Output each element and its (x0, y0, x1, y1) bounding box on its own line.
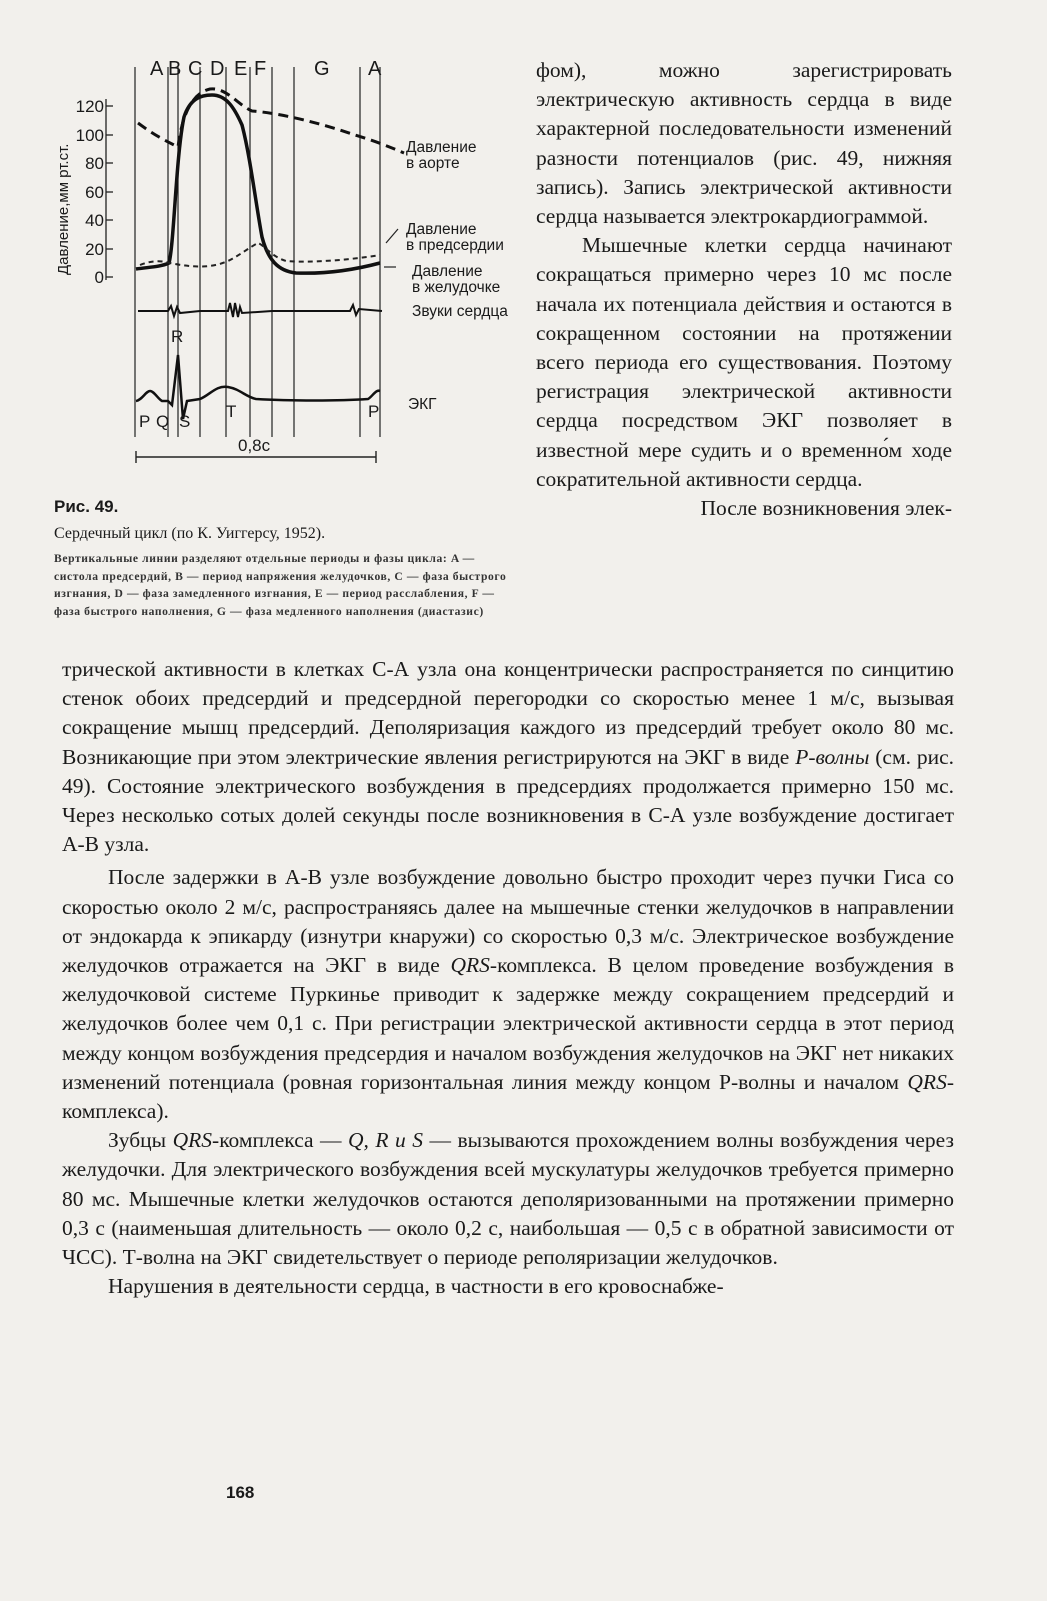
paragraph (62, 655, 954, 859)
y-tick-label: 60 (85, 183, 104, 202)
emphasis: Р-волны (795, 744, 870, 769)
emphasis: QRS (172, 1128, 213, 1153)
ecg-label: ЭКГ (408, 396, 437, 413)
text-span: трической активности в клетках С-А узла она концентрически распространяется по синцитию стенок обоих предсердий и предсердной перегородки со скоростью менее 1 м/с, вызывая сокращение мышц предсердий. Деполяризация каждого из предсердий требует около 80 мс. Возникающие при этом электрические явления регистрируются на ЭКГ в виде (62, 657, 954, 769)
cardiac-cycle-diagram (50, 55, 530, 485)
paragraph: Нарушения в деятельности сердца, в частности в его кровоснабже- (108, 1274, 724, 1299)
y-tick-label: 0 (94, 268, 104, 287)
y-tick-label: 80 (85, 154, 104, 173)
phase-letter: C (188, 58, 203, 80)
paragraph: фом), можно зарегистрировать электрическую активность сердца в виде характерной последовательности изменений разности потенциалов (рис. 49, нижняя запись). Запись электрической активности сердца называется электрокардиограммой. (536, 58, 952, 229)
ecg-trace (136, 355, 380, 419)
figure-title: Сердечный цикл (по К. Уиггерсу, 1952). (54, 525, 326, 542)
emphasis: QRS (907, 1069, 947, 1094)
page-number: 168 (226, 1483, 255, 1502)
phase-letter: B (168, 58, 182, 80)
atrium-label: Давление (406, 221, 477, 238)
ecg-wave-label: S (179, 412, 191, 431)
text-span: (см. рис. 49). Состояние электрического возбуждения в предсердиях продолжается примерно 150 мс. Через несколько сотых долей секунды после возникновения в С-А узле возбуждение достигает А-В узла. (62, 744, 954, 857)
paragraph: После возникновения элек- (700, 496, 952, 521)
right-column-text (536, 56, 952, 523)
ventricle-pressure-curve (136, 95, 380, 273)
ecg-wave-label: R (171, 327, 184, 346)
figure-caption (54, 497, 516, 620)
figure-number: Рис. 49. (54, 497, 119, 516)
ecg-wave-label: P (368, 402, 380, 421)
y-axis-label: Давление,мм рт.ст. (55, 143, 72, 275)
text-span: Зубцы (108, 1128, 173, 1153)
phase-letter: A (150, 58, 164, 80)
y-tick-label: 100 (75, 126, 104, 145)
ecg-wave-label: T (226, 402, 237, 421)
text-span: -комплекса. В целом проведение возбуждения в желудочковой системе Пуркинье приводит к задержке между сокращением предсердий и желудочков более чем 0,1 с. При регистрации электрической активности сердца в этот период между концом возбуждения предсердия и началом возбуждения желудочков на ЭКГ нет никаких изменений потенциала (ровная горизонтальная линия между концом Р-волны и началом (62, 953, 954, 1094)
paragraph (62, 1126, 954, 1272)
heart-sounds-label: Звуки сердца (412, 303, 508, 320)
emphasis: Q, R и S (348, 1128, 424, 1153)
ecg-wave-label: P (139, 412, 151, 431)
phase-letter: F (254, 58, 267, 80)
ecg-wave-label: Q (156, 412, 170, 431)
phase-letter: D (210, 58, 225, 80)
heart-sounds-trace (138, 303, 382, 317)
ventricle-label: в желудочке (412, 279, 501, 296)
paragraph: Мышечные клетки сердца начинают сокращаться примерно через 10 мс после начала их потенциала действия и остаются в сокращенном состоянии на протяжении всего периода его существования. Поэтому регистрация электрической активности сердца посредством ЭКГ позволяет в известной мере судить и о временно́м ходе сократительной активности сердца. (536, 233, 952, 491)
duration-label: 0,8с (238, 436, 271, 455)
text-span: -комплекса — (212, 1128, 349, 1153)
ventricle-label: Давление (412, 263, 483, 280)
y-tick-label: 20 (85, 240, 104, 259)
phase-letter: G (314, 58, 330, 80)
aorta-label: в аорте (406, 155, 460, 172)
aorta-label: Давление (406, 139, 477, 156)
emphasis: QRS (450, 953, 490, 978)
text-span: — вызываются прохождением волны возбуждения через желудочки. Для электрического возбуждения всей мускулатуры желудочков требуется примерно 80 мс. Мышечные клетки желудочков остаются деполяризованными на протяжении примерно 0,3 с (наименьшая длительность — около 0,2 с, наибольшая — 0,5 с в обратной зависимости от ЧСС). Т-волна на ЭКГ свидетельствует о периоде реполяризации желудочков. (62, 1128, 954, 1270)
y-tick-label: 120 (75, 97, 104, 116)
figure-description: Вертикальные линии разделяют отдельные периоды и фазы цикла: A — систола предсердий, B — период напряжения желудочков, C — фаза быстрого изгнания, D — фаза замедленного изгнания, E — период расслабления, F — фаза быстрого наполнения, G — фаза медленного наполнения (диастазис) (54, 552, 507, 618)
atrium-label: в предсердии (406, 237, 504, 254)
atrium-pressure-curve (140, 243, 380, 267)
body-text (62, 655, 954, 1301)
text-span: -комплекса). (62, 1069, 954, 1124)
phase-letter: A (368, 58, 382, 80)
y-tick-label: 40 (85, 211, 104, 230)
text-span: После задержки в А-В узле возбуждение довольно быстро проходит через пучки Гиса со скоростью около 2 м/с, распространяясь далее на мышечные стенки желудочков в направлении от эндокарда к эпикарду (изнутри кнаружи) со скоростью 0,3 м/с. Электрическое возбуждение желудочков отражается на ЭКГ в виде (62, 865, 954, 978)
cardiac-cycle-figure (50, 55, 530, 485)
phase-letter: E (234, 58, 248, 80)
paragraph (62, 863, 954, 1126)
